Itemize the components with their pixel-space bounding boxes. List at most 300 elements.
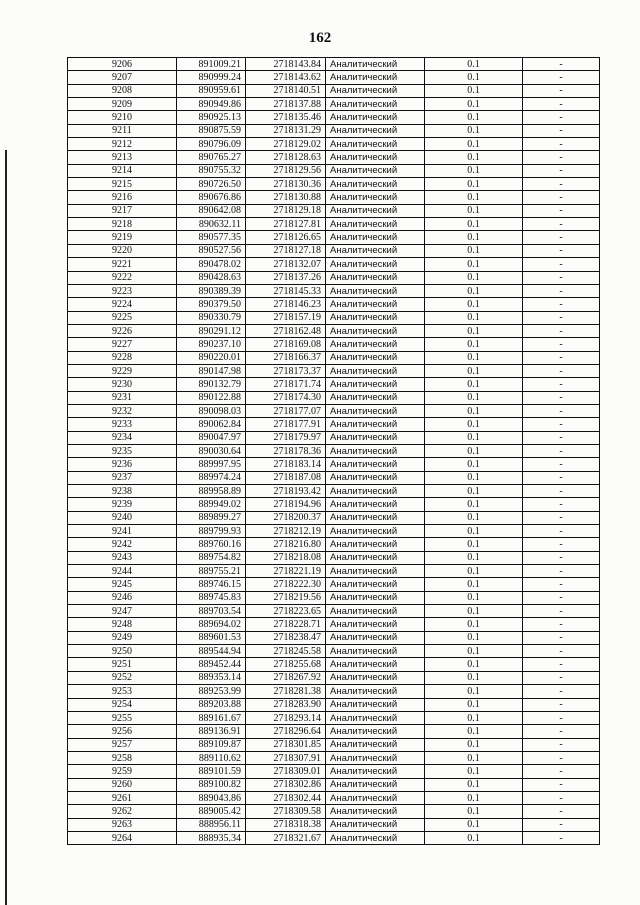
point-number-cell: 9238: [68, 485, 177, 498]
x-coordinate-cell: 890527.56: [177, 244, 246, 257]
y-coordinate-cell: 2718222.30: [246, 578, 326, 591]
accuracy-cell: 0.1: [425, 324, 523, 337]
accuracy-cell: 0.1: [425, 658, 523, 671]
accuracy-cell: 0.1: [425, 471, 523, 484]
extra-cell: -: [523, 498, 600, 511]
extra-cell: -: [523, 818, 600, 831]
extra-cell: -: [523, 605, 600, 618]
extra-cell: -: [523, 311, 600, 324]
method-cell: Аналитический: [326, 698, 425, 711]
table-row: [68, 631, 600, 644]
accuracy-cell: 0.1: [425, 525, 523, 538]
accuracy-cell: 0.1: [425, 391, 523, 404]
accuracy-cell: 0.1: [425, 338, 523, 351]
method-cell: Аналитический: [326, 391, 425, 404]
extra-cell: -: [523, 645, 600, 658]
point-number-cell: 9221: [68, 258, 177, 271]
x-coordinate-cell: 890030.64: [177, 444, 246, 457]
y-coordinate-cell: 2718302.86: [246, 778, 326, 791]
point-number-cell: 9215: [68, 178, 177, 191]
method-cell: Аналитический: [326, 378, 425, 391]
y-coordinate-cell: 2718221.19: [246, 565, 326, 578]
accuracy-cell: 0.1: [425, 565, 523, 578]
extra-cell: -: [523, 298, 600, 311]
x-coordinate-cell: 889005.42: [177, 805, 246, 818]
extra-cell: -: [523, 791, 600, 804]
y-coordinate-cell: 2718321.67: [246, 831, 326, 844]
point-number-cell: 9212: [68, 138, 177, 151]
y-coordinate-cell: 2718212.19: [246, 525, 326, 538]
extra-cell: -: [523, 258, 600, 271]
point-number-cell: 9240: [68, 511, 177, 524]
extra-cell: -: [523, 178, 600, 191]
table-row: [68, 778, 600, 791]
y-coordinate-cell: 2718145.33: [246, 284, 326, 297]
accuracy-cell: 0.1: [425, 151, 523, 164]
y-coordinate-cell: 2718283.90: [246, 698, 326, 711]
coordinates-table: [67, 57, 600, 845]
method-cell: Аналитический: [326, 164, 425, 177]
y-coordinate-cell: 2718281.38: [246, 685, 326, 698]
table-row: [68, 698, 600, 711]
page-number: 162: [308, 30, 332, 46]
x-coordinate-cell: 890875.59: [177, 124, 246, 137]
extra-cell: -: [523, 98, 600, 111]
extra-cell: -: [523, 805, 600, 818]
extra-cell: -: [523, 364, 600, 377]
point-number-cell: 9207: [68, 71, 177, 84]
extra-cell: -: [523, 591, 600, 604]
x-coordinate-cell: 889544.94: [177, 645, 246, 658]
table-row: [68, 178, 600, 191]
method-cell: Аналитический: [326, 471, 425, 484]
method-cell: Аналитический: [326, 244, 425, 257]
point-number-cell: 9250: [68, 645, 177, 658]
x-coordinate-cell: 889601.53: [177, 631, 246, 644]
y-coordinate-cell: 2718302.44: [246, 791, 326, 804]
accuracy-cell: 0.1: [425, 818, 523, 831]
accuracy-cell: 0.1: [425, 124, 523, 137]
y-coordinate-cell: 2718200.37: [246, 511, 326, 524]
method-cell: Аналитический: [326, 258, 425, 271]
extra-cell: -: [523, 538, 600, 551]
x-coordinate-cell: 890220.01: [177, 351, 246, 364]
table-row: [68, 58, 600, 71]
extra-cell: -: [523, 698, 600, 711]
x-coordinate-cell: 890098.03: [177, 404, 246, 417]
x-coordinate-cell: 888935.34: [177, 831, 246, 844]
table-row: [68, 498, 600, 511]
extra-cell: -: [523, 271, 600, 284]
table-row: [68, 84, 600, 97]
extra-cell: -: [523, 138, 600, 151]
point-number-cell: 9219: [68, 231, 177, 244]
y-coordinate-cell: 2718318.38: [246, 818, 326, 831]
y-coordinate-cell: 2718228.71: [246, 618, 326, 631]
x-coordinate-cell: 890949.86: [177, 98, 246, 111]
accuracy-cell: 0.1: [425, 671, 523, 684]
table-row: [68, 71, 600, 84]
method-cell: Аналитический: [326, 591, 425, 604]
point-number-cell: 9262: [68, 805, 177, 818]
method-cell: Аналитический: [326, 578, 425, 591]
table-row: [68, 191, 600, 204]
method-cell: Аналитический: [326, 671, 425, 684]
table-row: [68, 805, 600, 818]
extra-cell: -: [523, 418, 600, 431]
y-coordinate-cell: 2718223.65: [246, 605, 326, 618]
point-number-cell: 9252: [68, 671, 177, 684]
x-coordinate-cell: 889974.24: [177, 471, 246, 484]
extra-cell: -: [523, 338, 600, 351]
accuracy-cell: 0.1: [425, 271, 523, 284]
point-number-cell: 9226: [68, 324, 177, 337]
accuracy-cell: 0.1: [425, 444, 523, 457]
accuracy-cell: 0.1: [425, 698, 523, 711]
table-row: [68, 204, 600, 217]
accuracy-cell: 0.1: [425, 458, 523, 471]
method-cell: Аналитический: [326, 351, 425, 364]
table-row: [68, 605, 600, 618]
point-number-cell: 9245: [68, 578, 177, 591]
x-coordinate-cell: 890122.88: [177, 391, 246, 404]
extra-cell: -: [523, 284, 600, 297]
table-row: [68, 658, 600, 671]
x-coordinate-cell: 889949.02: [177, 498, 246, 511]
extra-cell: -: [523, 244, 600, 257]
method-cell: Аналитический: [326, 658, 425, 671]
x-coordinate-cell: 889043.86: [177, 791, 246, 804]
table-row: [68, 364, 600, 377]
table-row: [68, 511, 600, 524]
point-number-cell: 9237: [68, 471, 177, 484]
extra-cell: -: [523, 765, 600, 778]
accuracy-cell: 0.1: [425, 311, 523, 324]
table-row: [68, 618, 600, 631]
y-coordinate-cell: 2718296.64: [246, 725, 326, 738]
y-coordinate-cell: 2718293.14: [246, 711, 326, 724]
extra-cell: -: [523, 84, 600, 97]
x-coordinate-cell: 889694.02: [177, 618, 246, 631]
x-coordinate-cell: 890047.97: [177, 431, 246, 444]
extra-cell: -: [523, 831, 600, 844]
method-cell: Аналитический: [326, 284, 425, 297]
extra-cell: -: [523, 725, 600, 738]
extra-cell: -: [523, 324, 600, 337]
point-number-cell: 9228: [68, 351, 177, 364]
y-coordinate-cell: 2718126.65: [246, 231, 326, 244]
accuracy-cell: 0.1: [425, 218, 523, 231]
x-coordinate-cell: 890330.79: [177, 311, 246, 324]
extra-cell: -: [523, 444, 600, 457]
method-cell: Аналитический: [326, 605, 425, 618]
y-coordinate-cell: 2718178.36: [246, 444, 326, 457]
point-number-cell: 9249: [68, 631, 177, 644]
y-coordinate-cell: 2718135.46: [246, 111, 326, 124]
y-coordinate-cell: 2718179.97: [246, 431, 326, 444]
y-coordinate-cell: 2718187.08: [246, 471, 326, 484]
accuracy-cell: 0.1: [425, 831, 523, 844]
extra-cell: -: [523, 58, 600, 71]
table-row: [68, 298, 600, 311]
extra-cell: -: [523, 685, 600, 698]
extra-cell: -: [523, 471, 600, 484]
point-number-cell: 9210: [68, 111, 177, 124]
y-coordinate-cell: 2718137.88: [246, 98, 326, 111]
method-cell: Аналитический: [326, 444, 425, 457]
extra-cell: -: [523, 218, 600, 231]
point-number-cell: 9264: [68, 831, 177, 844]
table-row: [68, 218, 600, 231]
x-coordinate-cell: 890726.50: [177, 178, 246, 191]
accuracy-cell: 0.1: [425, 71, 523, 84]
table-row: [68, 284, 600, 297]
point-number-cell: 9213: [68, 151, 177, 164]
method-cell: Аналитический: [326, 645, 425, 658]
point-number-cell: 9208: [68, 84, 177, 97]
point-number-cell: 9211: [68, 124, 177, 137]
method-cell: Аналитический: [326, 138, 425, 151]
table-row: [68, 711, 600, 724]
accuracy-cell: 0.1: [425, 738, 523, 751]
method-cell: Аналитический: [326, 84, 425, 97]
x-coordinate-cell: 890062.84: [177, 418, 246, 431]
method-cell: Аналитический: [326, 298, 425, 311]
point-number-cell: 9218: [68, 218, 177, 231]
method-cell: Аналитический: [326, 725, 425, 738]
extra-cell: -: [523, 618, 600, 631]
x-coordinate-cell: 889746.15: [177, 578, 246, 591]
x-coordinate-cell: 891009.21: [177, 58, 246, 71]
method-cell: Аналитический: [326, 204, 425, 217]
x-coordinate-cell: 889754.82: [177, 551, 246, 564]
x-coordinate-cell: 889136.91: [177, 725, 246, 738]
method-cell: Аналитический: [326, 231, 425, 244]
method-cell: Аналитический: [326, 565, 425, 578]
y-coordinate-cell: 2718130.36: [246, 178, 326, 191]
accuracy-cell: 0.1: [425, 84, 523, 97]
method-cell: Аналитический: [326, 618, 425, 631]
point-number-cell: 9222: [68, 271, 177, 284]
point-number-cell: 9253: [68, 685, 177, 698]
table-row: [68, 725, 600, 738]
method-cell: Аналитический: [326, 711, 425, 724]
point-number-cell: 9260: [68, 778, 177, 791]
point-number-cell: 9263: [68, 818, 177, 831]
extra-cell: -: [523, 111, 600, 124]
point-number-cell: 9216: [68, 191, 177, 204]
table-row: [68, 231, 600, 244]
point-number-cell: 9244: [68, 565, 177, 578]
y-coordinate-cell: 2718157.19: [246, 311, 326, 324]
extra-cell: -: [523, 151, 600, 164]
point-number-cell: 9217: [68, 204, 177, 217]
x-coordinate-cell: 890379.50: [177, 298, 246, 311]
accuracy-cell: 0.1: [425, 98, 523, 111]
x-coordinate-cell: 890577.35: [177, 231, 246, 244]
point-number-cell: 9209: [68, 98, 177, 111]
y-coordinate-cell: 2718128.63: [246, 151, 326, 164]
accuracy-cell: 0.1: [425, 204, 523, 217]
y-coordinate-cell: 2718307.91: [246, 751, 326, 764]
point-number-cell: 9235: [68, 444, 177, 457]
accuracy-cell: 0.1: [425, 404, 523, 417]
accuracy-cell: 0.1: [425, 164, 523, 177]
x-coordinate-cell: 889100.82: [177, 778, 246, 791]
x-coordinate-cell: 890478.02: [177, 258, 246, 271]
accuracy-cell: 0.1: [425, 631, 523, 644]
point-number-cell: 9234: [68, 431, 177, 444]
accuracy-cell: 0.1: [425, 418, 523, 431]
x-coordinate-cell: 889958.89: [177, 485, 246, 498]
x-coordinate-cell: 890925.13: [177, 111, 246, 124]
point-number-cell: 9230: [68, 378, 177, 391]
extra-cell: -: [523, 578, 600, 591]
method-cell: Аналитический: [326, 765, 425, 778]
table-row: [68, 818, 600, 831]
y-coordinate-cell: 2718171.74: [246, 378, 326, 391]
y-coordinate-cell: 2718127.18: [246, 244, 326, 257]
method-cell: Аналитический: [326, 738, 425, 751]
accuracy-cell: 0.1: [425, 791, 523, 804]
x-coordinate-cell: 889755.21: [177, 565, 246, 578]
accuracy-cell: 0.1: [425, 605, 523, 618]
x-coordinate-cell: 890642.08: [177, 204, 246, 217]
method-cell: Аналитический: [326, 338, 425, 351]
point-number-cell: 9231: [68, 391, 177, 404]
method-cell: Аналитический: [326, 791, 425, 804]
extra-cell: -: [523, 631, 600, 644]
accuracy-cell: 0.1: [425, 351, 523, 364]
method-cell: Аналитический: [326, 364, 425, 377]
x-coordinate-cell: 889203.88: [177, 698, 246, 711]
point-number-cell: 9242: [68, 538, 177, 551]
x-coordinate-cell: 889745.83: [177, 591, 246, 604]
y-coordinate-cell: 2718130.88: [246, 191, 326, 204]
method-cell: Аналитический: [326, 751, 425, 764]
y-coordinate-cell: 2718193.42: [246, 485, 326, 498]
method-cell: Аналитический: [326, 631, 425, 644]
table-row: [68, 418, 600, 431]
accuracy-cell: 0.1: [425, 778, 523, 791]
y-coordinate-cell: 2718162.48: [246, 324, 326, 337]
extra-cell: -: [523, 658, 600, 671]
y-coordinate-cell: 2718309.01: [246, 765, 326, 778]
extra-cell: -: [523, 738, 600, 751]
extra-cell: -: [523, 525, 600, 538]
method-cell: Аналитический: [326, 178, 425, 191]
y-coordinate-cell: 2718218.08: [246, 551, 326, 564]
method-cell: Аналитический: [326, 124, 425, 137]
x-coordinate-cell: 890632.11: [177, 218, 246, 231]
y-coordinate-cell: 2718245.58: [246, 645, 326, 658]
method-cell: Аналитический: [326, 551, 425, 564]
extra-cell: -: [523, 485, 600, 498]
point-number-cell: 9255: [68, 711, 177, 724]
method-cell: Аналитический: [326, 98, 425, 111]
table-row: [68, 338, 600, 351]
extra-cell: -: [523, 671, 600, 684]
extra-cell: -: [523, 231, 600, 244]
point-number-cell: 9229: [68, 364, 177, 377]
accuracy-cell: 0.1: [425, 551, 523, 564]
method-cell: Аналитический: [326, 111, 425, 124]
method-cell: Аналитический: [326, 485, 425, 498]
y-coordinate-cell: 2718143.62: [246, 71, 326, 84]
extra-cell: -: [523, 458, 600, 471]
point-number-cell: 9254: [68, 698, 177, 711]
y-coordinate-cell: 2718131.29: [246, 124, 326, 137]
extra-cell: -: [523, 391, 600, 404]
table-row: [68, 431, 600, 444]
x-coordinate-cell: 889110.62: [177, 751, 246, 764]
table-row: [68, 738, 600, 751]
extra-cell: -: [523, 71, 600, 84]
y-coordinate-cell: 2718183.14: [246, 458, 326, 471]
y-coordinate-cell: 2718177.07: [246, 404, 326, 417]
x-coordinate-cell: 889109.87: [177, 738, 246, 751]
x-coordinate-cell: 889101.59: [177, 765, 246, 778]
y-coordinate-cell: 2718140.51: [246, 84, 326, 97]
accuracy-cell: 0.1: [425, 645, 523, 658]
extra-cell: -: [523, 711, 600, 724]
table-row: [68, 551, 600, 564]
extra-cell: -: [523, 551, 600, 564]
method-cell: Аналитический: [326, 538, 425, 551]
point-number-cell: 9236: [68, 458, 177, 471]
method-cell: Аналитический: [326, 818, 425, 831]
x-coordinate-cell: 890999.24: [177, 71, 246, 84]
table-row: [68, 471, 600, 484]
x-coordinate-cell: 889452.44: [177, 658, 246, 671]
point-number-cell: 9246: [68, 591, 177, 604]
table-row: [68, 138, 600, 151]
extra-cell: -: [523, 431, 600, 444]
table-row: [68, 164, 600, 177]
table-row: [68, 258, 600, 271]
method-cell: Аналитический: [326, 151, 425, 164]
method-cell: Аналитический: [326, 511, 425, 524]
extra-cell: -: [523, 204, 600, 217]
x-coordinate-cell: 890428.63: [177, 271, 246, 284]
x-coordinate-cell: 890147.98: [177, 364, 246, 377]
table-row: [68, 565, 600, 578]
point-number-cell: 9243: [68, 551, 177, 564]
x-coordinate-cell: 890755.32: [177, 164, 246, 177]
method-cell: Аналитический: [326, 404, 425, 417]
table-row: [68, 685, 600, 698]
point-number-cell: 9258: [68, 751, 177, 764]
point-number-cell: 9227: [68, 338, 177, 351]
y-coordinate-cell: 2718301.85: [246, 738, 326, 751]
accuracy-cell: 0.1: [425, 805, 523, 818]
y-coordinate-cell: 2718194.96: [246, 498, 326, 511]
accuracy-cell: 0.1: [425, 751, 523, 764]
table-row: [68, 351, 600, 364]
extra-cell: -: [523, 191, 600, 204]
point-number-cell: 9256: [68, 725, 177, 738]
y-coordinate-cell: 2718255.68: [246, 658, 326, 671]
table-row: [68, 671, 600, 684]
accuracy-cell: 0.1: [425, 578, 523, 591]
accuracy-cell: 0.1: [425, 178, 523, 191]
y-coordinate-cell: 2718173.37: [246, 364, 326, 377]
point-number-cell: 9247: [68, 605, 177, 618]
point-number-cell: 9251: [68, 658, 177, 671]
table-row: [68, 244, 600, 257]
method-cell: Аналитический: [326, 191, 425, 204]
x-coordinate-cell: 889703.54: [177, 605, 246, 618]
